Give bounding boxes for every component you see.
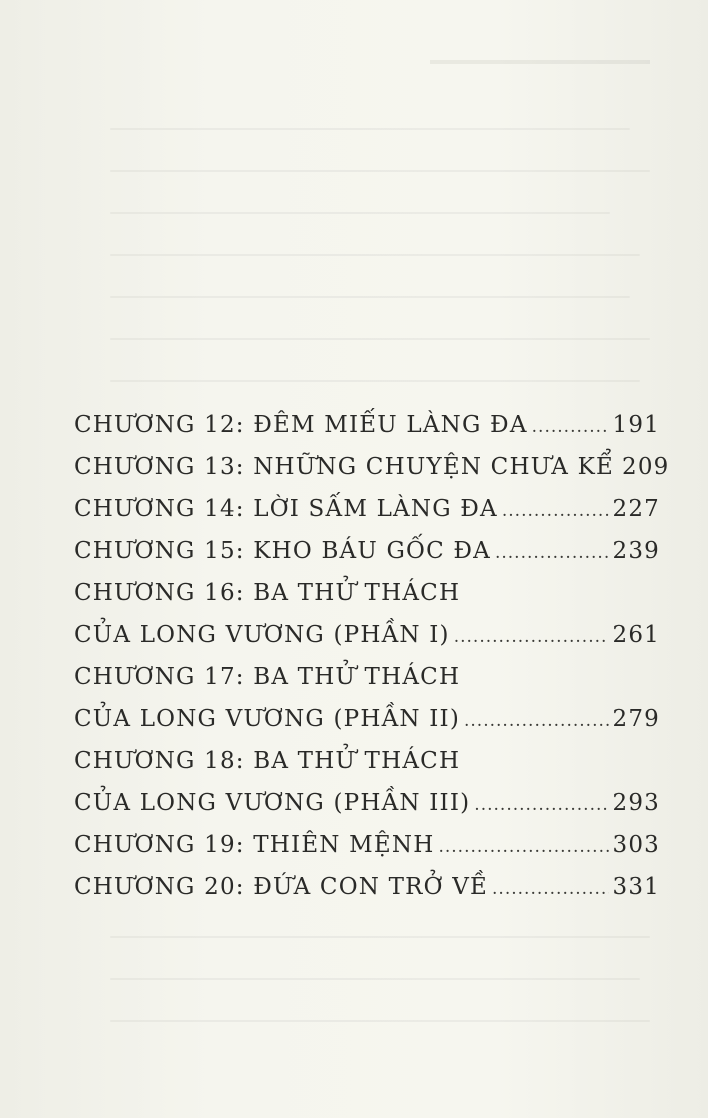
- toc-dot-leader: [474, 784, 608, 826]
- toc-page-number: 331: [612, 874, 660, 900]
- toc-entry-title: CỦA LONG VƯƠNG (PHẦN II): [74, 706, 460, 732]
- table-of-contents: [74, 404, 670, 908]
- toc-entry-ch16-line1: [74, 572, 660, 614]
- toc-entry-title: CHƯƠNG 13: NHỮNG CHUYỆN CHƯA KỂ: [74, 454, 614, 480]
- toc-dot-leader: [492, 868, 608, 910]
- toc-page-number: 279: [612, 706, 660, 732]
- toc-entry-ch16-line2: [74, 614, 660, 656]
- show-through-line: [110, 936, 650, 938]
- toc-entry-title: CHƯƠNG 18: BA THỬ THÁCH: [74, 748, 461, 774]
- toc-dot-leader: [454, 616, 609, 658]
- toc-entry-title: CHƯƠNG 12: ĐÊM MIẾU LÀNG ĐA: [74, 412, 528, 438]
- toc-page-number: 261: [612, 622, 660, 648]
- toc-entry-title: CHƯƠNG 17: BA THỬ THÁCH: [74, 664, 461, 690]
- toc-dot-leader: [532, 406, 609, 448]
- toc-page-number: 303: [612, 832, 660, 858]
- toc-dot-leader: [464, 700, 609, 742]
- toc-dot-leader: [502, 490, 609, 532]
- toc-entry-title: CHƯƠNG 19: THIÊN MỆNH: [74, 832, 435, 858]
- toc-entry-title: CHƯƠNG 14: LỜI SẤM LÀNG ĐA: [74, 496, 498, 522]
- toc-page-number: 209: [622, 454, 670, 480]
- toc-entry-title: CHƯƠNG 20: ĐỨA CON TRỞ VỀ: [74, 874, 489, 900]
- show-through-line: [110, 380, 640, 382]
- toc-entry-title: CỦA LONG VƯƠNG (PHẦN I): [74, 622, 450, 648]
- toc-entry-title: CHƯƠNG 16: BA THỬ THÁCH: [74, 580, 461, 606]
- toc-entry-ch20: [74, 866, 660, 908]
- toc-entry-ch17-line2: [74, 698, 660, 740]
- toc-entry-ch12: [74, 404, 660, 446]
- toc-dot-leader: [438, 826, 608, 868]
- toc-entry-ch14: [74, 488, 660, 530]
- toc-entry-ch18-line1: [74, 740, 660, 782]
- toc-dot-leader: [495, 532, 609, 574]
- toc-entry-title: CHƯƠNG 15: KHO BÁU GỐC ĐA: [74, 538, 491, 564]
- toc-entry-title: CỦA LONG VƯƠNG (PHẦN III): [74, 790, 471, 816]
- toc-page-number: 239: [612, 538, 660, 564]
- toc-entry-ch17-line1: [74, 656, 660, 698]
- toc-entry-ch15: [74, 530, 660, 572]
- show-through-line: [110, 978, 640, 980]
- toc-page-number: 227: [612, 496, 660, 522]
- toc-page-number: 191: [612, 412, 660, 438]
- show-through-line: [110, 128, 630, 130]
- show-through-line: [110, 338, 650, 340]
- show-through-header: [430, 60, 650, 64]
- show-through-line: [110, 1020, 650, 1022]
- toc-page-number: 293: [612, 790, 660, 816]
- toc-entry-ch19: [74, 824, 660, 866]
- show-through-line: [110, 212, 610, 214]
- show-through-line: [110, 296, 630, 298]
- toc-entry-ch18-line2: [74, 782, 660, 824]
- show-through-line: [110, 170, 650, 172]
- show-through-line: [110, 254, 640, 256]
- toc-entry-ch13: [74, 446, 670, 488]
